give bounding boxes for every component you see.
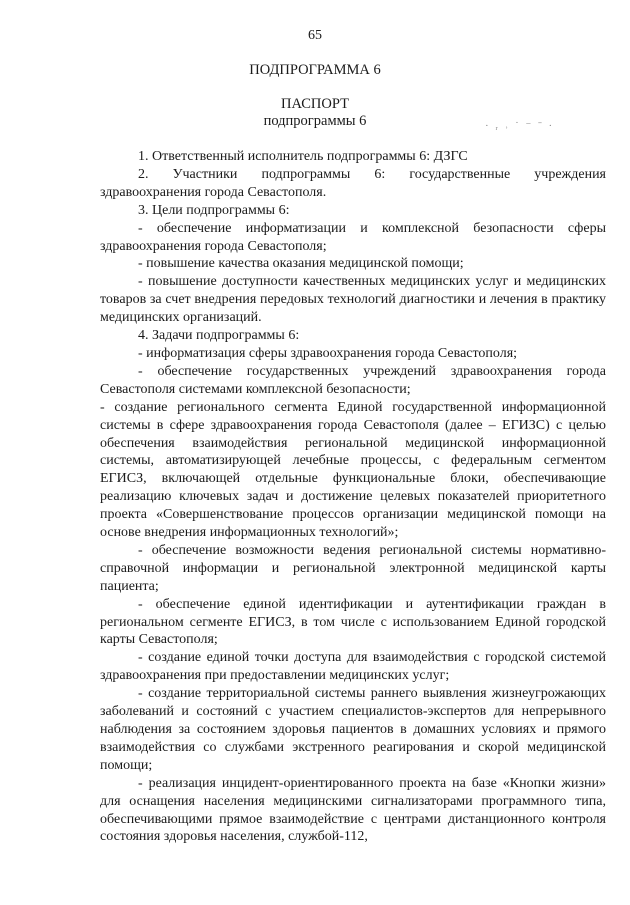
paragraph-goals-heading: 3. Цели подпрограммы 6: <box>138 202 290 218</box>
paragraph-participants: 2. Участники подпрограммы 6: государственные учреждения здравоохранения города Севастополя. <box>100 166 606 200</box>
paragraph-goal-1: - обеспечение информатизации и комплексной безопасности сферы здравоохранения города Севастополя; <box>100 220 606 254</box>
paragraph-task-4: - обеспечение возможности ведения региональной системы нормативно-справочной информации и региональной электронной медицинской карты пациента; <box>100 542 606 594</box>
paragraph-task-5: - обеспечение единой идентификации и аутентификации граждан в региональном сегменте ЕГИСЗ, в том числе с использованием Единой городской карты Севастополя; <box>100 596 606 648</box>
paragraph-goal-3: - повышение доступности качественных медицинских услуг и медицинских товаров за счет внедрения передовых технологий диагностики и лечения в практику медицинских организаций. <box>100 274 606 326</box>
paragraph-task-1: - информатизация сферы здравоохранения города Севастополя; <box>138 345 518 361</box>
paragraph-task-7: - создание территориальной системы раннего выявления жизнеугрожающих заболеваний и состояний с участием специалистов-экспертов для непрерывного наблюдения за состоянием здоровья пациентов в домашних условиях и прямого взаимодействия со службами экстренного реагирования и скорой медицинской помощи; <box>100 686 606 773</box>
paragraph-goal-2: - повышение качества оказания медицинской помощи; <box>138 256 464 272</box>
paragraph-task-3: - создание регионального сегмента Единой государственной информационной системы в сфере здравоохранения города Севастополя (далее – ЕГИЗС) с целью обеспечения взаимодействия региональной медицинской информационной системы, автоматизирующей лечебные процессы, с федеральным сегментом ЕГИСЗ, включающей отдельные функциональные блоки, обеспечивающие реализацию ключевых задач и достижение целевых показателей приоритетного проекта «Совершенствование процессов организации медицинской помощи на основе внедрения информационных технологий»; <box>100 399 606 541</box>
paragraph-tasks-heading: 4. Задачи подпрограммы 6: <box>138 328 300 344</box>
paragraph-task-8: - реализация инцидент-ориентированного проекта на базе «Кнопки жизни» для оснащения населения медицинскими сигнализаторами программного типа, обеспечивающими прямое взаимодействие с центрами дистанционного контроля состояния здоровья населения, службой-112, <box>100 775 606 845</box>
passport-title: ПАСПОРТ <box>281 96 349 112</box>
passport-subtitle: подпрограммы 6 <box>263 113 367 129</box>
document-body <box>100 148 606 846</box>
paragraph-task-2: - обеспечение государственных учреждений здравоохранения города Севастополя системами комплексной безопасности; <box>100 363 606 397</box>
paragraph-responsible: 1. Ответственный исполнитель подпрограммы 6: ДЗГС <box>138 149 468 164</box>
subprogram-title: ПОДПРОГРАММА 6 <box>249 62 381 78</box>
paragraph-task-6: - создание единой точки доступа для взаимодействия с городской системой здравоохранения при предоставлении медицинских услуг; <box>100 650 606 684</box>
page-number: 65 <box>308 28 322 43</box>
scan-artifact: · ᵣ ˒ ˙ ⁻ ˉ · <box>485 120 555 132</box>
